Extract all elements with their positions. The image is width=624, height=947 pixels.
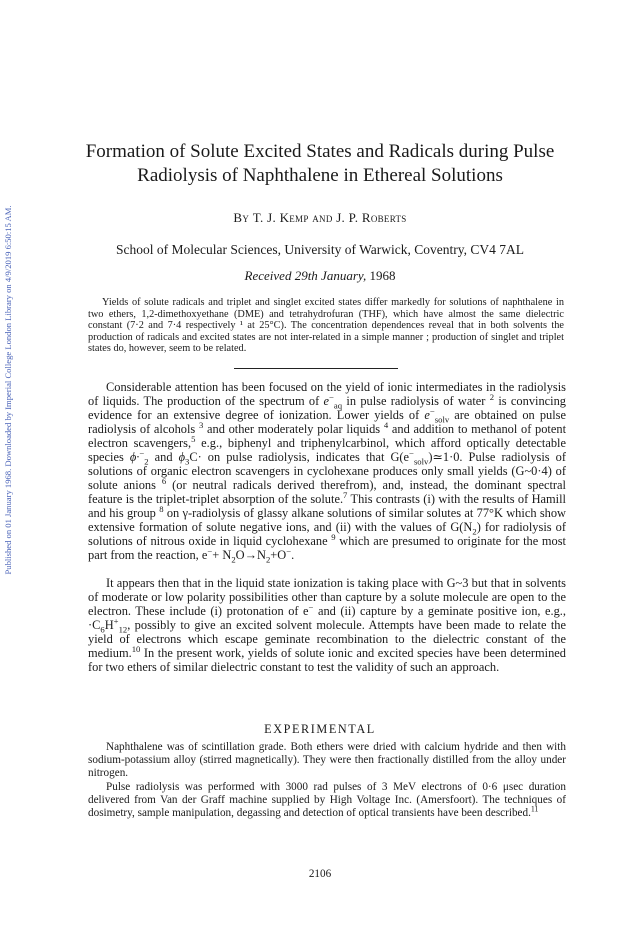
subscript: 2 <box>265 554 271 565</box>
text-run: and <box>148 450 179 464</box>
text-run: , possibly to give an excited solvent molecule. Attempts have been made to relate the yield of electrons which escape geminate recombination to the dielectric constant of the medium. <box>88 618 566 660</box>
author-name: J. P. Roberts <box>336 210 407 225</box>
abstract: Yields of solute radicals and triplet and singlet excited states differ markedly for solutions of naphthalene in two ethers, 1,2-dimethoxyethane (DME) and tetrahydrofuran (THF), which have almost the same dielectric constant (7·2 and 7·4 respectively ¹ at 25°C). The concentration dependences reveal that in both solvents the production of radicals and excited states are not inter-related in a simple manner ; production of singlet and triplet states do, however, seem to be related. <box>88 297 564 355</box>
intro-paragraph: It appears then that in the liquid state ionization is taking place with G~3 but that in solvents of moderate or low polarity possibilities other than capture by a solute molecule are open to the electron. These include (i) protonation of e− and (ii) capture by a geminate positive ion, e.g., $\cdot C_6H^+_{12}$, possibly to give an excited solvent molecule. Attempts have been made to relate the yield of electrons which escape geminate recombination to the dielectric constant of the medium.$^{10}$ In the present work, yields of solute ionic and excited species have been determined for two ethers of similar dielectric constant to test the validity of such an approach. <box>88 576 566 674</box>
text-run: e.g., biphenyl and triphenylcarbinol, which afford optically detectable species <box>88 436 566 464</box>
subscript: 12 <box>118 624 128 635</box>
affiliation: School of Molecular Sciences, University of Warwick, Coventry, CV4 7AL <box>116 242 524 257</box>
reference-marker: 10 <box>131 643 141 654</box>
subscript: aq <box>333 400 343 411</box>
text-run: which are presumed to originate for the most part from the reaction, e <box>88 534 566 562</box>
reference-marker: 7 <box>343 489 348 500</box>
superscript: + <box>113 615 119 626</box>
text-run: in pulse radiolysis of water <box>342 394 490 408</box>
by-label: By <box>233 210 250 225</box>
text-run: are obtained on pulse radiolysis of alcohols <box>88 408 566 436</box>
text-run: +O <box>270 548 287 562</box>
text-run: and addition to methanol of potent electron scavengers, <box>88 422 567 450</box>
experimental-paragraph <box>88 781 566 819</box>
authors-line <box>40 210 600 226</box>
reference-marker: 3 <box>198 419 204 430</box>
text-run: on pulse radiolysis, indicates that G(e <box>201 450 410 464</box>
subscript: solv <box>434 414 450 425</box>
experimental-paragraph: Naphthalene was of scintillation grade. Both ethers were dried with calcium hydride and then with sodium-potassium alloy (stirred magnetically). They were then fractionally distilled from the alloy under nitrogen. <box>88 741 566 779</box>
text-run: )≃1·0. Pulse radiolysis of solutions of organic electron scavengers in cyclohexane produces only small yields (G~0·4) of solute anions <box>88 450 567 492</box>
reference-marker: 6 <box>161 475 167 486</box>
reference-marker: 2 <box>489 391 495 402</box>
symbol: ϕ· <box>129 450 140 464</box>
download-watermark <box>2 120 14 660</box>
reference-marker: 8 <box>159 503 164 514</box>
author-name: T. J. Kemp <box>252 210 309 225</box>
subscript: 2 <box>472 526 477 537</box>
title-line-2: Radiolysis of Naphthalene in Ethereal Solutions <box>137 165 503 186</box>
text-run: and (ii) capture by a geminate positive ion, e.g., ·C <box>88 604 566 632</box>
reference-marker: 11 <box>530 803 539 813</box>
reference-marker: 5 <box>191 433 196 444</box>
text-run: C· <box>189 450 202 464</box>
text-run: on γ-radiolysis of glassy alkane solutions of similar solutes at 77°K which show extensive formation of solute negative ions, and (ii) with the values of G(N <box>88 506 566 534</box>
symbol: ϕ <box>178 450 185 464</box>
reference-marker: 4 <box>383 419 389 430</box>
subscript: 6 <box>100 624 105 635</box>
received-label: Received 29th January, <box>244 268 367 283</box>
download-watermark-text: Published on 01 January 1968. Downloaded by Imperial College London Library on 4/9/2019 6:50:15 AM. <box>3 205 13 575</box>
intro-paragraph: Considerable attention has been focused on the yield of ionic intermediates in the radiolysis of liquids. The production of the spectrum of $e^-_{aq}$ in pulse radiolysis of water $^2$ is convincing evidence for an extensive degree of ionization. Lower yields of $e^-_{solv}$ are obtained on pulse radiolysis of alcohols $^3$ and other moderately polar liquids $^4$ and addition to methanol of potent electron scavengers,$^5$ e.g., biphenyl and triphenylcarbinol, which afford optically detectable species $\phi\cdot^-_2$ and $\phi_3C\cdot$ on pulse radiolysis, indicates that $G(e^-_{solv})≃1\cdot 0$. Pulse radiolysis of solutions of organic electron scavengers in cyclohexane produces only small yields (G~0·4) of solute anions $^6$ (or neutral radicals derived therefrom), and, instead, the dominant spectral feature is the triplet-triplet absorption of the solute.$^7$ This contrasts (i) with the results of Hamill and his group $^8$ on γ-radiolysis of glassy alkane solutions of similar solutes at 77°K which show extensive formation of solute negative ions, and (ii) with the values of $G(N_2)$ for radiolysis of solutions of nitrous oxide in liquid cyclohexane $^9$ which are presumed to originate for the most part from the reaction, $e^-+ N_2O\to N_2+O^-$. <box>88 380 567 565</box>
text-run: . <box>291 548 295 562</box>
symbol: e <box>323 394 330 408</box>
text-run: O→N <box>235 548 266 562</box>
text-run: In the present work, yields of solute ionic and excited species have been determined for two ethers of similar dielectric constant to test the validity of such an approach. <box>88 646 566 674</box>
text-run: and other moderately polar liquids <box>203 422 384 436</box>
received-year: 1968 <box>369 268 396 283</box>
subscript: solv <box>413 456 429 467</box>
symbol: e <box>424 408 430 422</box>
text-run: + N <box>212 548 232 562</box>
text-run: Pulse radiolysis was performed with 3000 rad pulses of 3 MeV electrons of 0·6 μsec duration delivered from Van der Graff machine supplied by High Voltage Inc. (Amersfoort). The techniques of dosimetry, sample manipulation, degassing and detection of optical transients have been described. <box>88 781 566 819</box>
section-divider <box>234 368 398 369</box>
text-run: (or neutral radicals derived therefrom), and, instead, the dominant spectral feature is the triplet-triplet absorption of the solute. <box>88 478 566 506</box>
text-run: It appears then that in the liquid state ionization is taking place with G~3 but that in solvents of moderate or low polarity possibilities other than capture by a solute molecule are open to the electron. These include (i) protonation of e <box>88 576 566 618</box>
page-number: 2106 <box>308 868 332 880</box>
subscript: 3 <box>185 456 190 467</box>
received-date <box>40 268 600 284</box>
title-line-1: Formation of Solute Excited States and Radicals during Pulse <box>85 141 555 162</box>
article-title <box>40 140 600 188</box>
section-heading: EXPERIMENTAL <box>264 722 376 736</box>
text-run: H <box>104 618 114 632</box>
text-run: Considerable attention has been focused on the yield of ionic intermediates in the radiolysis of liquids. The production of the spectrum of <box>88 380 566 408</box>
and-label: and <box>312 210 333 225</box>
subscript: 2 <box>144 456 149 467</box>
subscript: 2 <box>231 554 236 565</box>
text-run: is convincing evidence for an extensive degree of ionization. Lower yields of <box>88 394 566 422</box>
text-run: This contrasts (i) with the results of Hamill and his group <box>88 492 567 520</box>
reference-marker: 9 <box>331 531 336 542</box>
text-run: ) for radiolysis of solutions of nitrous oxide in liquid cyclohexane <box>88 520 566 548</box>
